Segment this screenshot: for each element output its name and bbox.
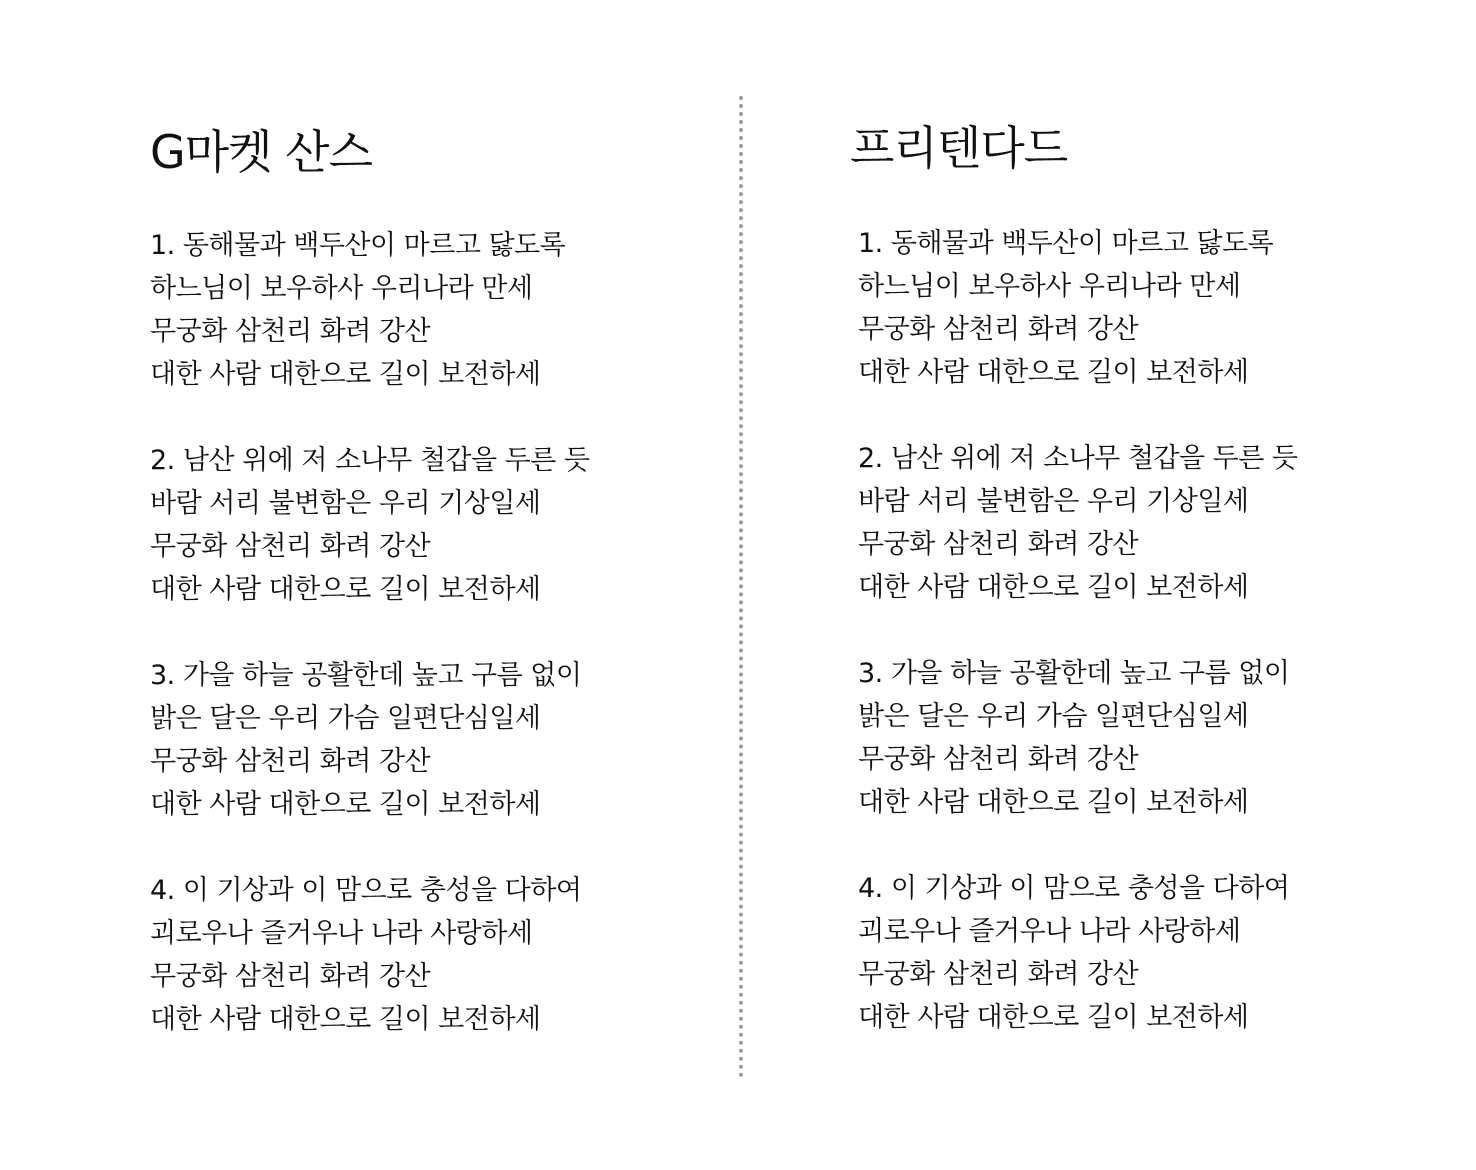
verse-line: 대한 사람 대한으로 길이 보전하세 — [858, 572, 1249, 603]
verse-line: 무궁화 삼천리 화려 강산 — [858, 744, 1139, 775]
column-title: G마켓 산스 — [150, 125, 373, 179]
verse-line: 1. 동해물과 백두산이 마르고 닳도록 — [150, 230, 566, 261]
verse-line: 괴로우나 즐거우나 나라 사랑하세 — [858, 916, 1241, 947]
verse-list — [150, 224, 590, 1084]
verse-line: 1. 동해물과 백두산이 마르고 닳도록 — [858, 228, 1274, 259]
verse-line: 무궁화 삼천리 화려 강산 — [150, 746, 431, 777]
verse-line: 밝은 달은 우리 가슴 일편단심일세 — [150, 703, 541, 734]
verse-list — [858, 222, 1298, 1082]
verse-line: 무궁화 삼천리 화려 강산 — [150, 316, 431, 347]
verse-line: 4. 이 기상과 이 맘으로 충성을 다하여 — [150, 875, 582, 906]
verse-line: 3. 가을 하늘 공활한데 높고 구름 없이 — [858, 658, 1290, 689]
verse-line: 2. 남산 위에 저 소나무 철갑을 두른 듯 — [150, 445, 590, 476]
verse-line: 바람 서리 불변함은 우리 기상일세 — [150, 488, 541, 519]
verse — [858, 437, 1298, 609]
verse-line: 대한 사람 대한으로 길이 보전하세 — [150, 359, 541, 390]
dotted-divider — [739, 96, 743, 1078]
verse-line: 대한 사람 대한으로 길이 보전하세 — [858, 357, 1249, 388]
verse — [150, 869, 590, 1041]
verse-line: 대한 사람 대한으로 길이 보전하세 — [858, 787, 1249, 818]
verse-line: 바람 서리 불변함은 우리 기상일세 — [858, 486, 1249, 517]
verse-line: 3. 가을 하늘 공활한데 높고 구름 없이 — [150, 660, 582, 691]
verse-line: 4. 이 기상과 이 맘으로 충성을 다하여 — [858, 873, 1290, 904]
verse — [858, 222, 1298, 394]
verse-line: 무궁화 삼천리 화려 강산 — [858, 314, 1139, 345]
verse-line: 무궁화 삼천리 화려 강산 — [858, 529, 1139, 560]
verse — [150, 654, 590, 826]
verse-line: 하느님이 보우하사 우리나라 만세 — [858, 271, 1241, 302]
verse-line: 밝은 달은 우리 가슴 일편단심일세 — [858, 701, 1249, 732]
verse-line: 대한 사람 대한으로 길이 보전하세 — [150, 574, 541, 605]
verse-line: 대한 사람 대한으로 길이 보전하세 — [858, 1002, 1249, 1033]
verse-line: 대한 사람 대한으로 길이 보전하세 — [150, 1004, 541, 1035]
verse-line: 무궁화 삼천리 화려 강산 — [150, 531, 431, 562]
verse — [150, 224, 590, 396]
column-title: 프리텐다드 — [850, 121, 1068, 175]
verse-line: 2. 남산 위에 저 소나무 철갑을 두른 듯 — [858, 443, 1298, 474]
verse-line: 하느님이 보우하사 우리나라 만세 — [150, 273, 533, 304]
verse — [150, 439, 590, 611]
verse-line: 무궁화 삼천리 화려 강산 — [150, 961, 431, 992]
verse — [858, 867, 1298, 1039]
verse-line: 대한 사람 대한으로 길이 보전하세 — [150, 789, 541, 820]
verse-line: 무궁화 삼천리 화려 강산 — [858, 959, 1139, 990]
verse — [858, 652, 1298, 824]
verse-line: 괴로우나 즐거우나 나라 사랑하세 — [150, 918, 533, 949]
